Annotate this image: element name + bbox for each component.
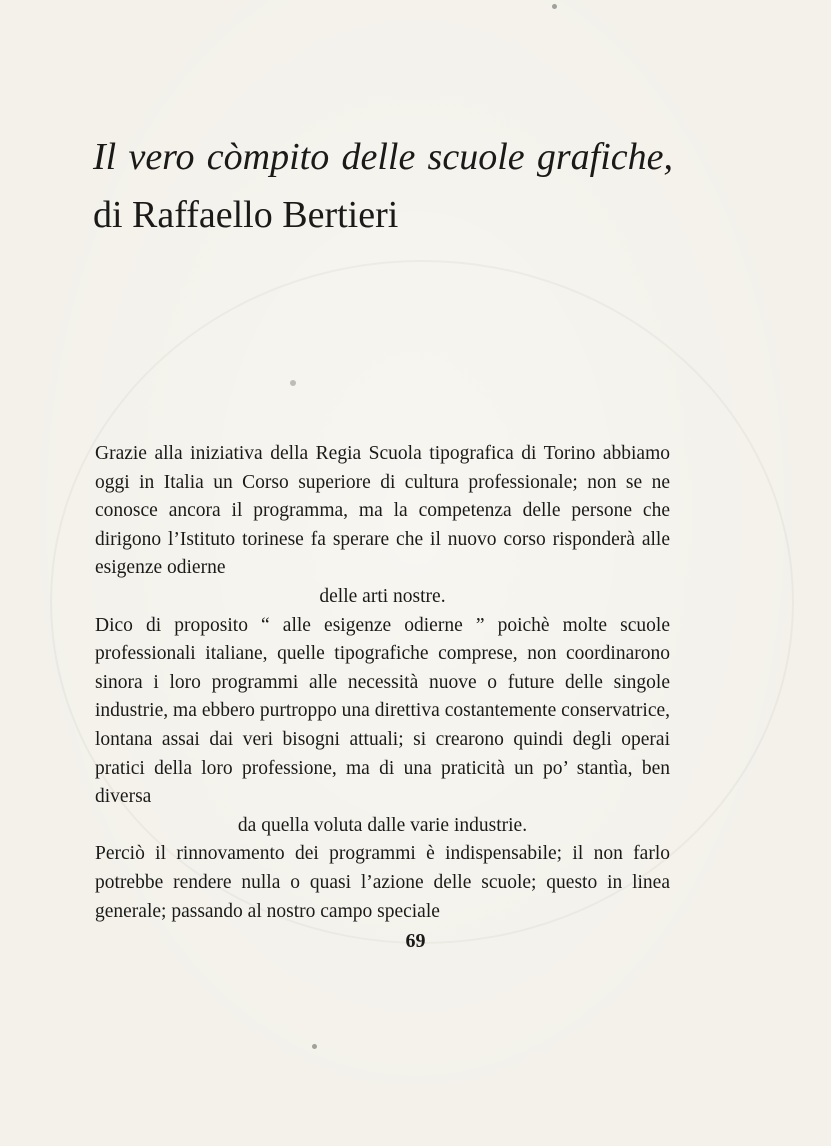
paragraph-last-line: da quella voluta dalle varie industrie. [237, 814, 528, 836]
paragraph-1 [95, 440, 670, 612]
body-text [95, 440, 670, 926]
chapter-title [93, 128, 673, 244]
paper-speck [312, 1044, 317, 1049]
page-number: 69 [405, 930, 426, 952]
title-italic-part: Il vero còmpito delle scuole grafiche, [93, 136, 673, 178]
paragraph-text: Grazie alla iniziativa della Regia Scuola tipografica di Torino abbiamo oggi in Italia un Corso superiore di cultura professionale; non se ne conosce ancora il programma, ma la competenza delle persone che dirigono l’Istituto torinese fa sperare che il nuovo corso risponderà alle esigenze odierne [95, 443, 670, 579]
paragraph-last-line: delle arti nostre. [319, 585, 446, 607]
paragraph-text: Dico di proposito “ alle esigenze odierne ” poichè molte scuole professionali italiane, quelle tipografiche comprese, non coordinarono sinora i loro programmi alle necessità nuove o future delle singole industrie, ma ebbero purtroppo una direttiva costantemente conservatrice, lontana assai dai veri bisogni attuali; si crearono quindi degli operai pratici della loro professione, ma di una praticità un po’ stantìa, ben diversa [95, 614, 670, 808]
paragraph-2 [95, 612, 670, 841]
paragraph-3 [95, 840, 670, 926]
paper-speck [290, 380, 296, 386]
title-author-part: di Raffaello Bertieri [93, 194, 399, 236]
paper-speck [552, 4, 557, 9]
paragraph-text: Perciò il rinnovamento dei programmi è indispensabile; il non farlo potrebbe rendere nulla o quasi l’azione delle scuole; questo in linea generale; passando al nostro campo speciale [95, 843, 670, 922]
